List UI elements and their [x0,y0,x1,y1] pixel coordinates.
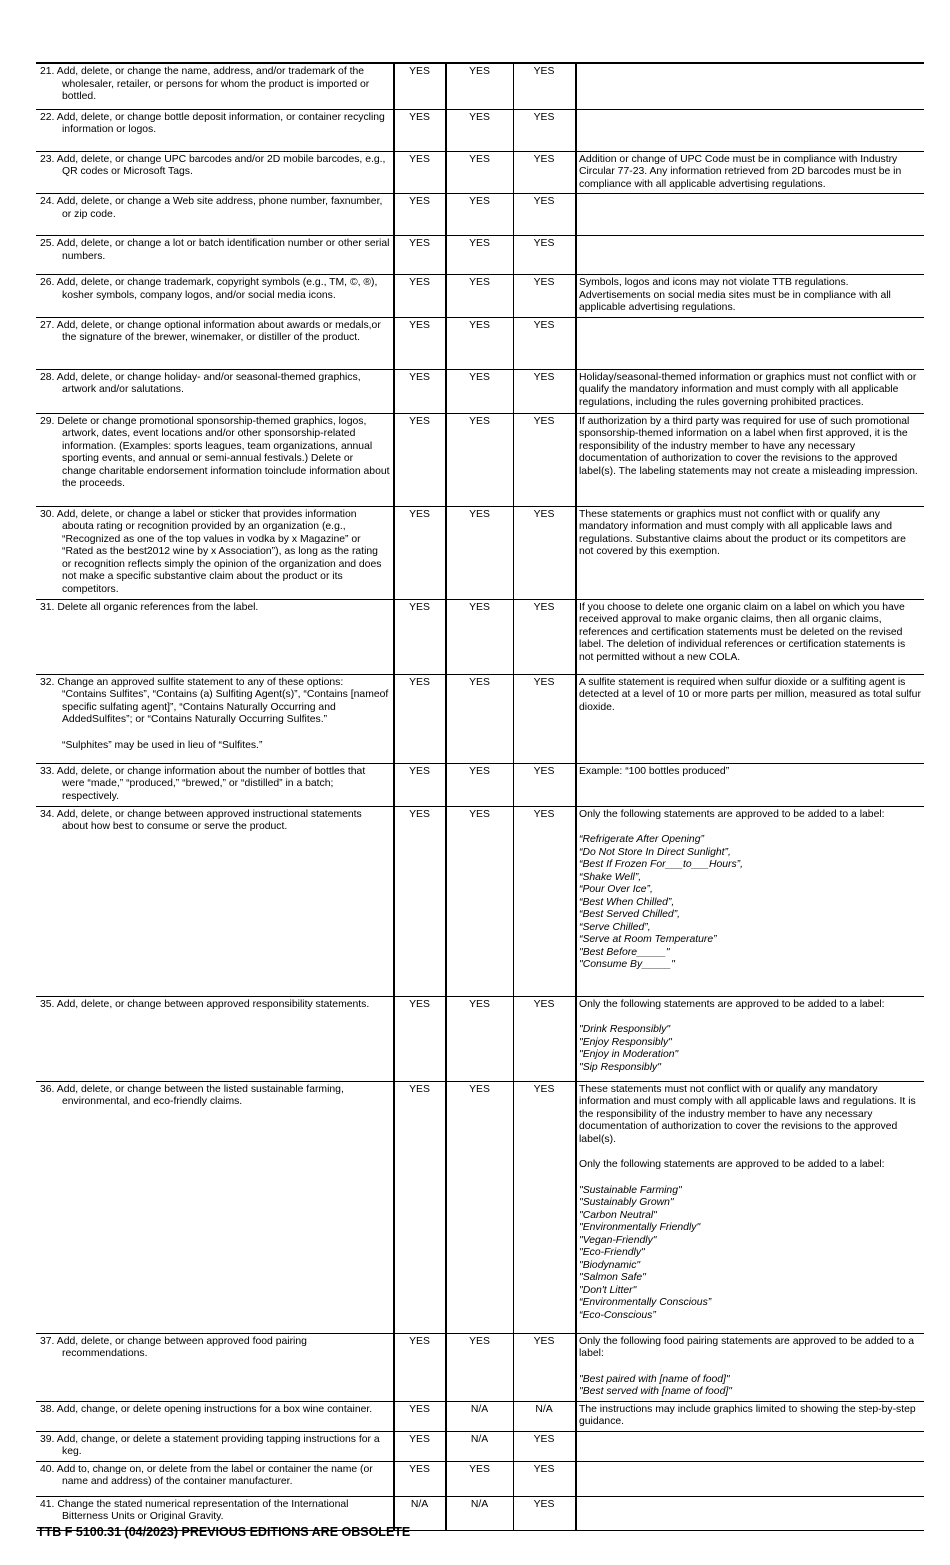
note-text: "Salmon Safe" [579,1272,646,1283]
column-2-answer: N/A [446,1496,514,1530]
row-description [36,194,394,236]
row-description [36,674,394,763]
note-text: "Sustainable Farming" [579,1184,682,1196]
column-1-answer: YES [394,1081,446,1333]
column-3-answer: YES [514,1333,577,1401]
column-3-answer: YES [514,1431,577,1461]
table-row [36,599,924,674]
description-text: 28. Add, delete, or change holiday- and/or seasonal-themed graphics, artwork and/or salutations. [40,371,361,395]
note-text: "Sustainably Grown" [579,1197,674,1208]
row-notes [576,763,924,806]
description-text: 37. Add, delete, or change between approved food pairing recommendations. [40,1335,307,1359]
row-description [36,506,394,599]
description-text: 27. Add, delete, or change optional information about awards or medals,or the signature of the brewer, winemaker, or distiller of the product. [40,319,381,343]
description-text: 35. Add, delete, or change between approved responsibility statements. [40,998,370,1010]
table-row [36,674,924,763]
description-text: 32. Change an approved sulfite statement to any of these options: “Contains Sulfites”, “Contains (a) Sulfiting Agent(s)”, “Contains [nameof specific sulfating agent]”, “Contains Naturally Occurring and AddedSulfites”; or “Contains Naturally Occurring Sulfites.” [40,676,389,725]
column-1-answer: YES [394,763,446,806]
note-text: "Biodynamic" [579,1259,641,1271]
note-text: "Enjoy Responsibly" [579,1036,672,1048]
column-1-answer: YES [394,109,446,151]
table-row [36,109,924,151]
row-notes [576,506,924,599]
column-2-answer: YES [446,996,514,1081]
column-1-answer: N/A [394,1496,446,1530]
column-1-answer: YES [394,996,446,1081]
note-text: "Sip Responsibly" [579,1061,661,1073]
note-text [579,1172,921,1185]
column-3-answer: YES [514,236,577,275]
table-row [36,763,924,806]
description-text: 39. Add, change, or delete a statement providing tapping instructions for a keg. [40,1433,380,1457]
column-2-answer: YES [446,599,514,674]
row-description [36,317,394,369]
row-notes [576,996,924,1081]
description-text: 40. Add to, change on, or delete from the label or container the name (or name and address) of the container manufacturer. [40,1463,373,1487]
column-3-answer: YES [514,109,577,151]
description-text: 34. Add, delete, or change between approved instructional statements about how best to consume or serve the product. [40,808,362,832]
column-1-answer: YES [394,1401,446,1431]
note-text: "Consume By_____" [579,959,675,970]
note-text: "Carbon Neutral" [579,1209,657,1221]
column-2-answer: N/A [446,1401,514,1431]
table-row [36,275,924,318]
column-1-answer: YES [394,236,446,275]
description-text: 25. Add, delete, or change a lot or batch identification number or other serial numbers. [40,238,390,262]
row-description [36,151,394,194]
row-notes [576,63,924,109]
column-3-answer: YES [514,151,577,194]
note-text: "Enjoy in Moderation" [579,1049,679,1060]
row-notes [576,236,924,275]
column-1-answer: YES [394,506,446,599]
column-3-answer: YES [514,1081,577,1333]
column-2-answer: YES [446,317,514,369]
column-2-answer: YES [446,63,514,109]
column-2-answer: YES [446,506,514,599]
note-text [579,1011,921,1024]
column-1-answer: YES [394,369,446,413]
row-notes [576,1496,924,1530]
row-description [36,275,394,318]
table-row [36,806,924,996]
column-2-answer: YES [446,151,514,194]
note-text: “Refrigerate After Opening” [579,834,704,845]
column-2-answer: YES [446,413,514,506]
column-3-answer: YES [514,369,577,413]
note-text [579,1146,921,1159]
note-text: “Best Served Chilled”, [579,909,681,920]
row-description [36,369,394,413]
note-text: Example: “100 bottles produced” [579,765,730,777]
note-text: “Do Not Store In Direct Sunlight”, [579,846,731,858]
column-2-answer: YES [446,109,514,151]
description-text: 38. Add, change, or delete opening instructions for a box wine container. [40,1403,373,1415]
table-row [36,1461,924,1496]
row-description [36,63,394,109]
column-2-answer: YES [446,1081,514,1333]
column-2-answer: YES [446,674,514,763]
column-2-answer: YES [446,806,514,996]
description-text: 26. Add, delete, or change trademark, copyright symbols (e.g., TM, ©, ®), kosher symbols, company logos, and/or social media icons. [40,277,378,301]
column-3-answer: YES [514,599,577,674]
row-description [36,1461,394,1496]
note-text: If authorization by a third party was required for use of such promotional sponsorship-themed information on a label when first approved, it is the responsibility of the industry member to have any necessary documentation of authorization to cover the revisions to the approved label(s). The labeling statements may not create a misleading impression. [579,415,918,477]
column-3-answer: YES [514,275,577,318]
column-1-answer: YES [394,599,446,674]
row-notes [576,1333,924,1401]
column-3-answer: YES [514,1496,577,1530]
note-text: A sulfite statement is required when sulfur dioxide or a sulfiting agent is detected at a level of 10 or more parts per million, measured as total sulfur dioxide. [579,676,921,713]
row-notes [576,1401,924,1431]
column-1-answer: YES [394,806,446,996]
table-row [36,1431,924,1461]
row-description [36,599,394,674]
description-text: 36. Add, delete, or change between the listed sustainable farming, environmental, and eco-friendly claims. [40,1083,344,1107]
column-3-answer: YES [514,674,577,763]
row-notes [576,194,924,236]
note-text: “Best When Chilled”, [579,896,675,908]
note-text: “Environmentally Conscious” [579,1297,712,1308]
column-2-answer: YES [446,1333,514,1401]
column-2-answer: YES [446,369,514,413]
row-notes [576,599,924,674]
column-1-answer: YES [394,413,446,506]
note-text: Addition or change of UPC Code must be in compliance with Industry Circular 77-23. Any information retrieved from 2D barcodes must be in compliance with all applicable advertising regulations. [579,153,902,190]
column-1-answer: YES [394,194,446,236]
column-1-answer: YES [394,674,446,763]
description-text: “Sulphites” may be used in lieu of “Sulfites.” [62,739,263,751]
row-description [36,413,394,506]
description-text: 41. Change the stated numerical representation of the International Bitterness Units or Original Gravity. [40,1498,349,1522]
row-notes [576,1431,924,1461]
table-row [36,1401,924,1431]
description-text: 30. Add, delete, or change a label or sticker that provides information abouta rating or recognition provided by an organization (e.g., “Recognized as one of the top values in vodka by x Magazine” or “Rated as the best2012 wine by x Association”), as long as the rating or recognition reflects simply the opinion of the organization and does not make a specific substantive claim about the product or its competitors. [40,508,382,595]
column-1-answer: YES [394,63,446,109]
note-text: Only the following statements are approved to be added to a label: [579,998,885,1010]
note-text: Only the following statements are approved to be added to a label: [579,808,885,820]
column-3-answer: YES [514,63,577,109]
note-text: "Best paired with [name of food]" [579,1373,730,1385]
row-description [36,1333,394,1401]
row-notes [576,369,924,413]
table-row [36,151,924,194]
row-description [36,1401,394,1431]
row-description [36,806,394,996]
row-notes [576,317,924,369]
note-text: “Shake Well”, [579,871,642,883]
row-notes [576,674,924,763]
description-text: 22. Add, delete, or change bottle deposit information, or container recycling information or logos. [40,111,385,135]
column-3-answer: YES [514,413,577,506]
note-text: Holiday/seasonal-themed information or graphics must not conflict with or qualify the mandatory information and must comply with all applicable regulations, including the rules governing prohibited practices. [579,371,917,408]
column-1-answer: YES [394,1431,446,1461]
note-text: If you choose to delete one organic claim on a label on which you have received approval to make organic claims, then all organic claims, references and certification statements must be deleted on the revised label. The deletion of individual references or certification statements is not permitted without a new COLA. [579,601,906,663]
row-description [36,1431,394,1461]
column-2-answer: N/A [446,1431,514,1461]
note-text: “Serve Chilled”, [579,921,651,933]
note-text: "Environmentally Friendly" [579,1222,701,1233]
row-notes [576,413,924,506]
note-text: "Drink Responsibly" [579,1024,671,1035]
description-text: 23. Add, delete, or change UPC barcodes and/or 2D mobile barcodes, e.g., QR codes or Microsoft Tags. [40,153,386,177]
row-description [36,236,394,275]
note-text: The instructions may include graphics limited to showing the step-by-step guidance. [579,1403,916,1427]
column-2-answer: YES [446,1461,514,1496]
note-text: “Pour Over Ice”, [579,884,653,895]
column-1-answer: YES [394,1461,446,1496]
column-3-answer: YES [514,506,577,599]
column-2-answer: YES [446,236,514,275]
row-notes [576,275,924,318]
table-row [36,1081,924,1333]
note-text: “Eco-Conscious” [579,1309,656,1321]
row-notes [576,151,924,194]
description-text: 33. Add, delete, or change information about the number of bottles that were “made,” “produced,” “brewed,” or “distilled” in a batch; respectively. [40,765,366,802]
note-text [579,821,921,834]
table-row [36,413,924,506]
row-notes [576,1081,924,1333]
column-1-answer: YES [394,151,446,194]
table-row [36,996,924,1081]
column-3-answer: YES [514,806,577,996]
description-text: 29. Delete or change promotional sponsorship-themed graphics, logos, artwork, dates, event locations and/or other sponsorship-related information. (Examples: sports leagues, team organizations, annual sporting events, and annual or semi-annual festivals.) Delete or change charitable endorsement information toinclude information about the proceeds. [40,415,390,489]
column-3-answer: YES [514,996,577,1081]
table-row [36,63,924,109]
exemptions-table [36,62,924,1531]
note-text: “Serve at Room Temperature” [579,934,717,945]
column-3-answer: YES [514,763,577,806]
note-text: Only the following statements are approved to be added to a label: [579,1159,885,1170]
column-3-answer: N/A [514,1401,577,1431]
row-notes [576,806,924,996]
column-3-answer: YES [514,1461,577,1496]
row-description [36,1081,394,1333]
table-row [36,194,924,236]
note-text: "Vegan-Friendly" [579,1234,657,1246]
column-1-answer: YES [394,275,446,318]
row-description [36,996,394,1081]
note-text: "Don't Litter" [579,1284,637,1296]
note-text: “Best If Frozen For___to___Hours”, [579,859,744,870]
row-notes [576,109,924,151]
description-text: 31. Delete all organic references from the label. [40,601,259,613]
note-text: These statements or graphics must not conflict with or qualify any mandatory information and must comply with all applicable laws and regulations. Substantive claims about the product or its competitors are not covered by this exemption. [579,508,906,557]
table-row [36,369,924,413]
row-notes [576,1461,924,1496]
table-row [36,1333,924,1401]
column-1-answer: YES [394,317,446,369]
row-description [36,109,394,151]
note-text: Symbols, logos and icons may not violate TTB regulations. Advertisements on social media sites must be in compliance with all applicable advertising regulations. [579,277,891,313]
note-text: "Best Before_____" [579,946,670,958]
table-row [36,506,924,599]
column-3-answer: YES [514,194,577,236]
column-2-answer: YES [446,194,514,236]
table-row [36,236,924,275]
column-1-answer: YES [394,1333,446,1401]
description-text: 24. Add, delete, or change a Web site address, phone number, faxnumber, or zip code. [40,196,383,220]
column-2-answer: YES [446,763,514,806]
note-text: "Eco-Friendly" [579,1247,645,1258]
note-text: "Best served with [name of food]" [579,1386,732,1397]
note-text [579,1361,921,1374]
description-text [38,727,390,740]
description-text: 21. Add, delete, or change the name, address, and/or trademark of the wholesaler, retailer, or persons for whom the product is imported or bottled. [40,66,370,102]
column-3-answer: YES [514,317,577,369]
note-text: Only the following food pairing statements are approved to be added to a label: [579,1335,915,1359]
note-text: These statements must not conflict with or qualify any mandatory information and must comply with all applicable laws and regulations. It is the responsibility of the industry member to have any necessary documentation of authorization to cover the revisions to the approved label(s). [579,1083,916,1145]
form-footer: TTB F 5100.31 (04/2023) PREVIOUS EDITIONS ARE OBSOLETE [37,1525,411,1539]
column-2-answer: YES [446,275,514,318]
exemptions-table-body [36,63,924,1530]
row-description [36,763,394,806]
table-row [36,317,924,369]
